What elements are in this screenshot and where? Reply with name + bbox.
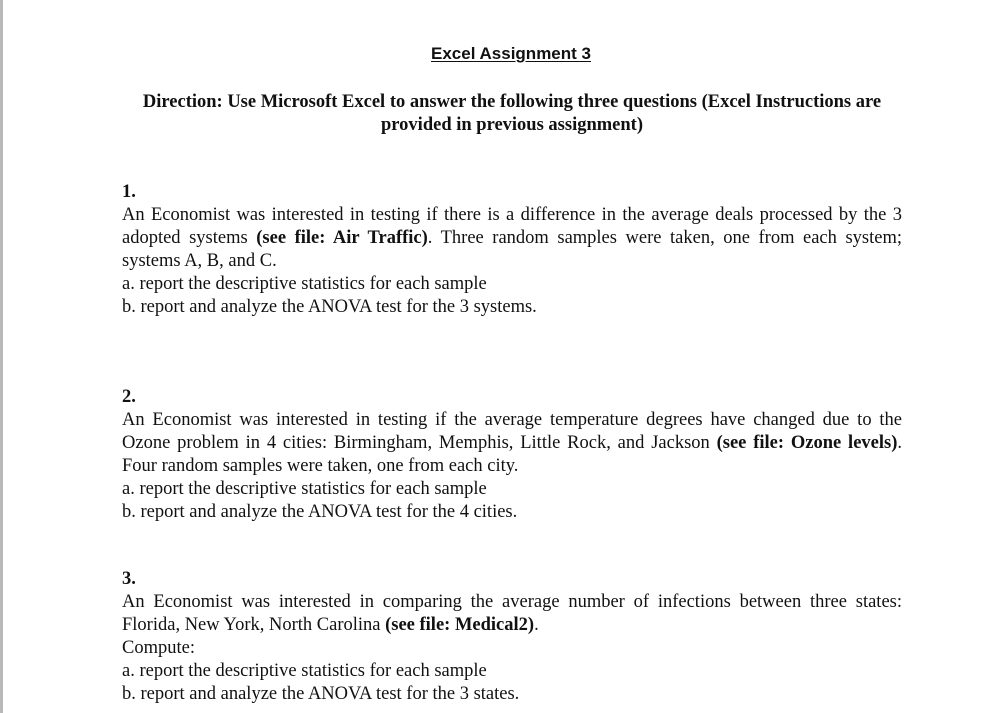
- question-2: [122, 386, 902, 524]
- question-body: [122, 591, 902, 637]
- file-reference: (see file: Ozone levels): [716, 433, 898, 453]
- question-text-cont: . Three random samples were taken, one from each system; systems A, B, and C.: [122, 228, 902, 271]
- file-reference: (see file: Medical2): [385, 615, 535, 635]
- question-text-cont: . Four random samples were taken, one from each city.: [122, 433, 902, 476]
- file-reference: (see file: Air Traffic): [256, 228, 428, 248]
- compute-label: Compute:: [122, 638, 195, 658]
- document-title: Excel Assignment 3: [431, 44, 591, 63]
- question-body: [122, 204, 902, 273]
- part-b: b. report and analyze the ANOVA test for the 4 cities.: [122, 502, 518, 522]
- part-b: b. report and analyze the ANOVA test for the 3 systems.: [122, 297, 537, 317]
- part-a: a. report the descriptive statistics for each sample: [122, 661, 487, 681]
- question-number: 2.: [122, 387, 136, 407]
- part-b: b. report and analyze the ANOVA test for the 3 states.: [122, 684, 520, 704]
- question-text-cont: .: [534, 615, 539, 635]
- question-number: 3.: [122, 569, 136, 589]
- question-body: [122, 409, 902, 478]
- question-3: [122, 568, 902, 706]
- part-a: a. report the descriptive statistics for each sample: [122, 274, 487, 294]
- question-1: [122, 181, 902, 319]
- direction-text: Direction: Use Microsoft Excel to answer the following three questions (Excel Instructions are provided in previous assignment): [142, 92, 882, 135]
- question-text: An Economist was interested in comparing the average number of infections between three states: Florida, New York, North Carolina: [122, 592, 902, 635]
- question-text: An Economist was interested in testing if there is a difference in the average deals processed by the 3 adopted systems: [122, 205, 902, 248]
- question-text: An Economist was interested in testing if the average temperature degrees have changed due to the Ozone problem in 4 cities: Birmingham, Memphis, Little Rock, and Jackson: [122, 410, 902, 453]
- part-a: a. report the descriptive statistics for each sample: [122, 479, 487, 499]
- question-number: 1.: [122, 182, 136, 202]
- page-left-edge: [0, 0, 3, 713]
